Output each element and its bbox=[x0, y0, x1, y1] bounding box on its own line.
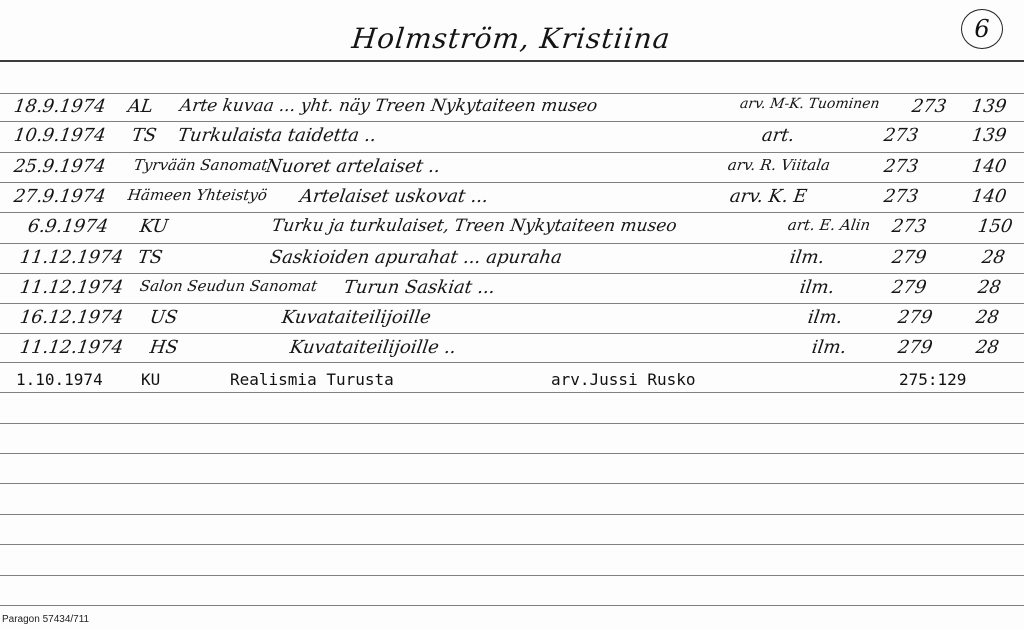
entry-date: 6.9.1974 bbox=[26, 216, 110, 237]
rule-line bbox=[0, 273, 1024, 274]
entry-page: 28 bbox=[974, 307, 1001, 328]
entry-ref: 279 bbox=[890, 277, 928, 298]
rule-line bbox=[0, 362, 1024, 363]
list-item bbox=[0, 123, 1024, 149]
entry-source: AL bbox=[126, 96, 155, 117]
entry-ref: 273 bbox=[882, 125, 920, 146]
rule-line bbox=[0, 605, 1024, 606]
entry-source: Tyrvään Sanomat bbox=[132, 156, 269, 174]
entry-date: 10.9.1974 bbox=[12, 125, 108, 146]
rule-line bbox=[0, 423, 1024, 424]
entry-page: 140 bbox=[970, 156, 1008, 177]
rule-line bbox=[0, 453, 1024, 454]
rule-line bbox=[0, 575, 1024, 576]
entry-date: 18.9.1974 bbox=[12, 96, 108, 117]
entry-note: ilm. bbox=[810, 337, 848, 358]
entry-source: KU bbox=[138, 216, 170, 237]
rule-line bbox=[0, 514, 1024, 515]
entry-title: Arte kuvaa ... yht. näy Treen Nykytaiteen museo bbox=[178, 96, 599, 116]
typed-entry-ref: 275:129 bbox=[899, 370, 967, 389]
entry-page: 28 bbox=[980, 247, 1007, 268]
entry-ref: 279 bbox=[896, 307, 934, 328]
entry-ref: 273 bbox=[890, 216, 928, 237]
typed-entry bbox=[0, 367, 1024, 393]
entry-title: Turkulaista taidetta .. bbox=[176, 125, 378, 146]
rule-line bbox=[0, 60, 1024, 62]
list-item bbox=[0, 94, 1024, 120]
entry-page: 150 bbox=[976, 216, 1014, 237]
entry-ref: 273 bbox=[882, 186, 920, 207]
entry-ref: 273 bbox=[910, 96, 948, 117]
typed-entry-date: 1.10.1974 bbox=[16, 370, 103, 389]
entry-title: Nuoret artelaiset .. bbox=[264, 156, 442, 177]
entry-title: Artelaiset uskovat ... bbox=[298, 186, 490, 207]
entry-source: TS bbox=[136, 247, 164, 268]
entry-title: Saskioiden apurahat ... apuraha bbox=[268, 247, 564, 268]
list-item bbox=[0, 154, 1024, 180]
card-number-badge: 6 bbox=[961, 9, 1003, 49]
entry-date: 16.12.1974 bbox=[18, 307, 125, 328]
entry-date: 27.9.1974 bbox=[12, 186, 108, 207]
list-item bbox=[0, 275, 1024, 301]
list-item bbox=[0, 184, 1024, 210]
entry-note: ilm. bbox=[788, 247, 826, 268]
entry-source: HS bbox=[148, 337, 180, 358]
entry-note: arv. R. Viitala bbox=[726, 156, 832, 174]
entry-note: art. E. Alin bbox=[786, 216, 872, 234]
entry-source: Hämeen Yhteistyö bbox=[126, 186, 269, 204]
entry-title: Kuvataiteilijoille .. bbox=[288, 337, 458, 358]
entry-date: 25.9.1974 bbox=[12, 156, 108, 177]
entry-title: Turku ja turkulaiset, Treen Nykytaiteen museo bbox=[270, 216, 678, 236]
typed-entry-title: Realismia Turusta bbox=[230, 370, 394, 389]
rule-line bbox=[0, 182, 1024, 183]
entry-note: arv. K. E bbox=[728, 186, 809, 207]
rule-line bbox=[0, 483, 1024, 484]
entry-ref: 279 bbox=[890, 247, 928, 268]
card-title: Holmström, Kristiina bbox=[350, 22, 673, 55]
entry-page: 28 bbox=[974, 337, 1001, 358]
list-item bbox=[0, 305, 1024, 331]
card-footer: Paragon 57434/711 bbox=[2, 614, 90, 625]
rule-line bbox=[0, 152, 1024, 153]
typed-entry-note: arv.Jussi Rusko bbox=[551, 370, 696, 389]
typed-entry-source: KU bbox=[141, 370, 161, 389]
entry-note: art. bbox=[760, 125, 796, 146]
rule-line bbox=[0, 333, 1024, 334]
entry-note: ilm. bbox=[798, 277, 836, 298]
rule-line bbox=[0, 243, 1024, 244]
entry-page: 140 bbox=[970, 186, 1008, 207]
rule-line bbox=[0, 544, 1024, 545]
entry-page: 139 bbox=[970, 125, 1008, 146]
entry-ref: 279 bbox=[896, 337, 934, 358]
entry-source: Salon Seudun Sanomat bbox=[138, 277, 319, 295]
entry-date: 11.12.1974 bbox=[18, 337, 125, 358]
entry-title: Kuvataiteilijoille bbox=[280, 307, 433, 328]
list-item bbox=[0, 245, 1024, 271]
entry-date: 11.12.1974 bbox=[18, 247, 125, 268]
list-item bbox=[0, 214, 1024, 240]
entry-note: arv. M-K. Tuominen bbox=[738, 96, 881, 112]
rule-line bbox=[0, 212, 1024, 213]
entry-page: 139 bbox=[970, 96, 1008, 117]
entry-note: ilm. bbox=[806, 307, 844, 328]
list-item bbox=[0, 335, 1024, 361]
entry-date: 11.12.1974 bbox=[18, 277, 125, 298]
rule-line bbox=[0, 121, 1024, 122]
rule-line bbox=[0, 303, 1024, 304]
entry-source: TS bbox=[130, 125, 158, 146]
entry-ref: 273 bbox=[882, 156, 920, 177]
entry-page: 28 bbox=[976, 277, 1003, 298]
entry-source: US bbox=[148, 307, 179, 328]
entry-title: Turun Saskiat ... bbox=[342, 277, 497, 298]
